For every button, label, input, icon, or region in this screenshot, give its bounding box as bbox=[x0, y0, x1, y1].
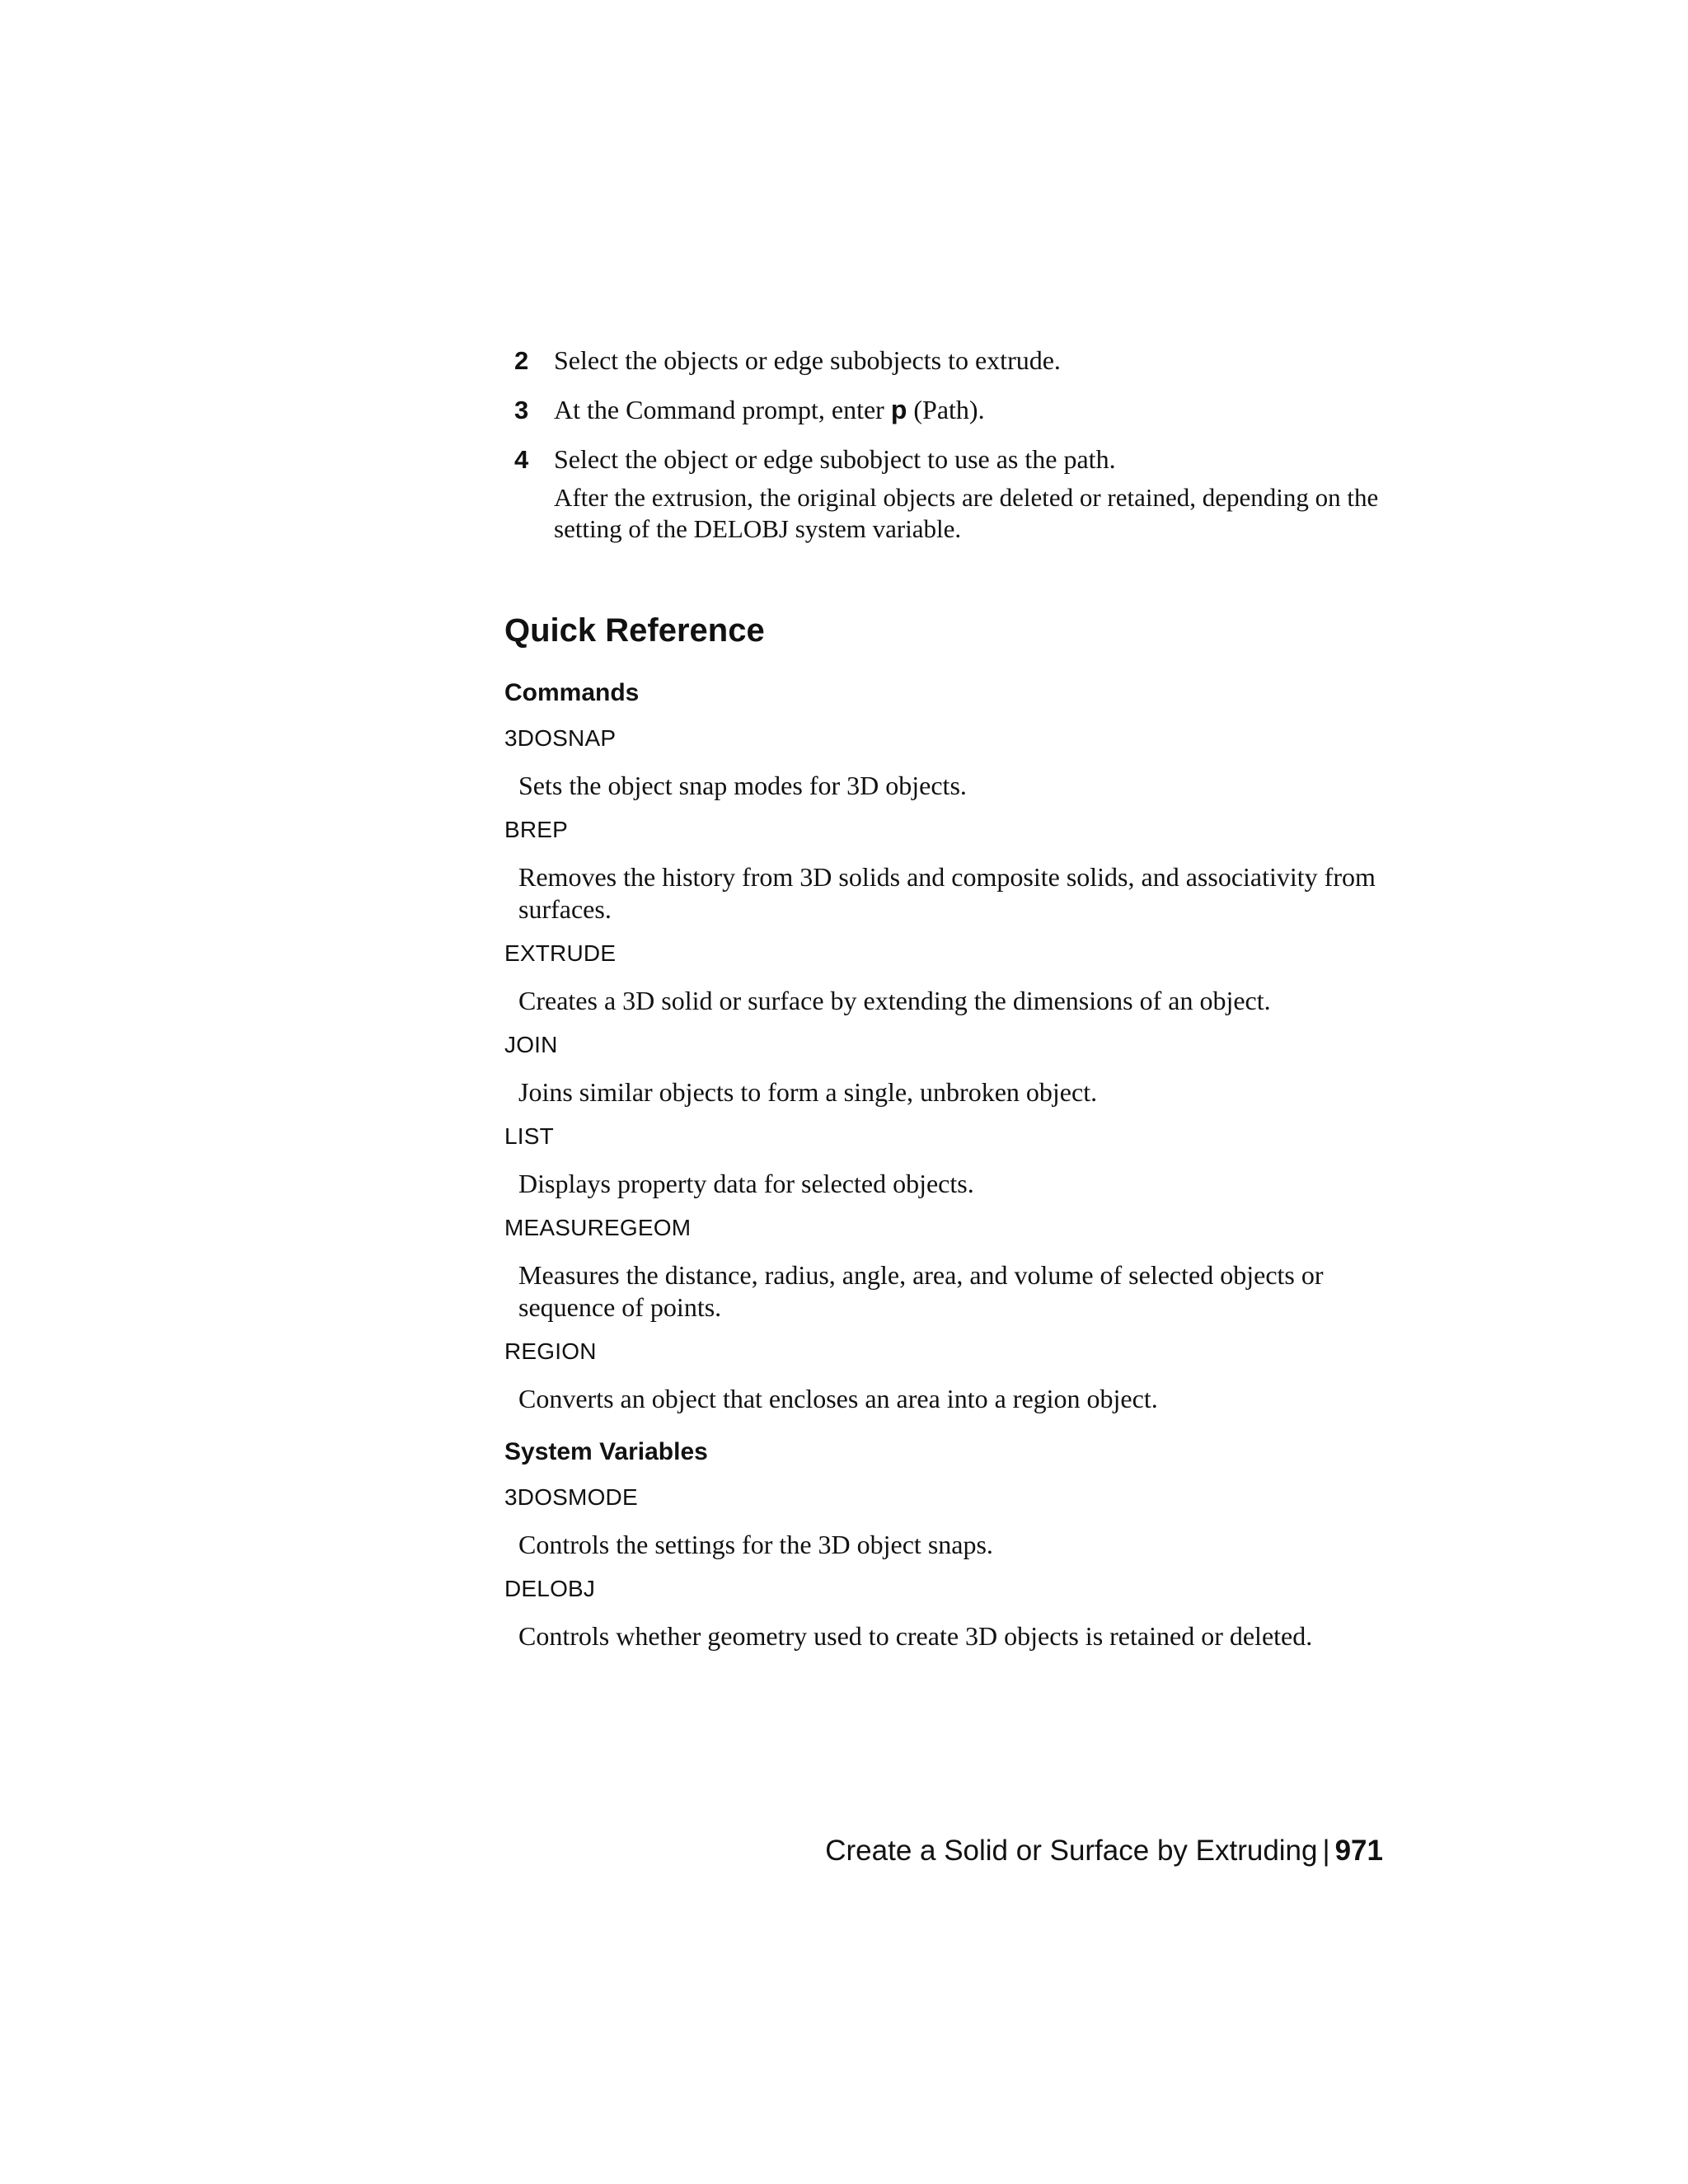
step-text: Select the object or edge subobject to use as the path. bbox=[554, 444, 1116, 474]
command-key: p bbox=[890, 395, 907, 424]
step-number: 3 bbox=[514, 396, 529, 424]
commands-heading: Commands bbox=[504, 679, 640, 706]
page-footer bbox=[825, 1833, 1383, 1869]
step-text: (Path). bbox=[907, 395, 985, 424]
command-description: Measures the distance, radius, angle, area, and volume of selected objects or sequence of points. bbox=[518, 1260, 1324, 1322]
footer-separator: | bbox=[1322, 1835, 1330, 1867]
page-number: 971 bbox=[1334, 1835, 1383, 1867]
step-item bbox=[504, 443, 1395, 545]
quick-reference bbox=[504, 610, 1395, 1666]
command-description: Joins similar objects to form a single, unbroken object. bbox=[518, 1077, 1098, 1107]
step-text: Select the objects or edge subobjects to extrude. bbox=[554, 345, 1061, 375]
step-note: After the extrusion, the original objects are deleted or retained, depending on the setting of the DELOBJ system variable. bbox=[554, 483, 1379, 543]
command-description: Removes the history from 3D solids and composite solids, and associativity from surfaces. bbox=[518, 862, 1376, 924]
command-term: EXTRUDE bbox=[504, 940, 617, 966]
command-term: MEASUREGEOM bbox=[504, 1215, 692, 1240]
command-term: REGION bbox=[504, 1338, 597, 1364]
step-text: At the Command prompt, enter bbox=[554, 395, 891, 424]
sysvar-description: Controls the settings for the 3D object snaps. bbox=[518, 1530, 993, 1559]
command-term: JOIN bbox=[504, 1032, 558, 1057]
step-item bbox=[504, 344, 1395, 377]
footer-section-title: Create a Solid or Surface by Extruding bbox=[825, 1835, 1318, 1867]
sysvar-description: Controls whether geometry used to create 3D objects is retained or deleted. bbox=[518, 1621, 1313, 1651]
sysvar-term: 3DOSMODE bbox=[504, 1484, 638, 1510]
system-variables-heading: System Variables bbox=[504, 1438, 708, 1465]
step-number: 4 bbox=[514, 445, 529, 474]
step-number: 2 bbox=[514, 346, 529, 375]
command-description: Displays property data for selected objects. bbox=[518, 1169, 974, 1198]
command-term: BREP bbox=[504, 817, 569, 842]
command-description: Converts an object that encloses an area into a region object. bbox=[518, 1384, 1158, 1413]
step-item bbox=[504, 394, 1395, 426]
sysvar-term: DELOBJ bbox=[504, 1576, 596, 1601]
command-term: LIST bbox=[504, 1123, 554, 1149]
procedure-steps bbox=[504, 344, 1395, 562]
command-term: 3DOSNAP bbox=[504, 725, 617, 751]
quick-reference-title: Quick Reference bbox=[504, 612, 765, 649]
command-description: Creates a 3D solid or surface by extending the dimensions of an object. bbox=[518, 986, 1271, 1015]
command-description: Sets the object snap modes for 3D objects. bbox=[518, 771, 967, 800]
